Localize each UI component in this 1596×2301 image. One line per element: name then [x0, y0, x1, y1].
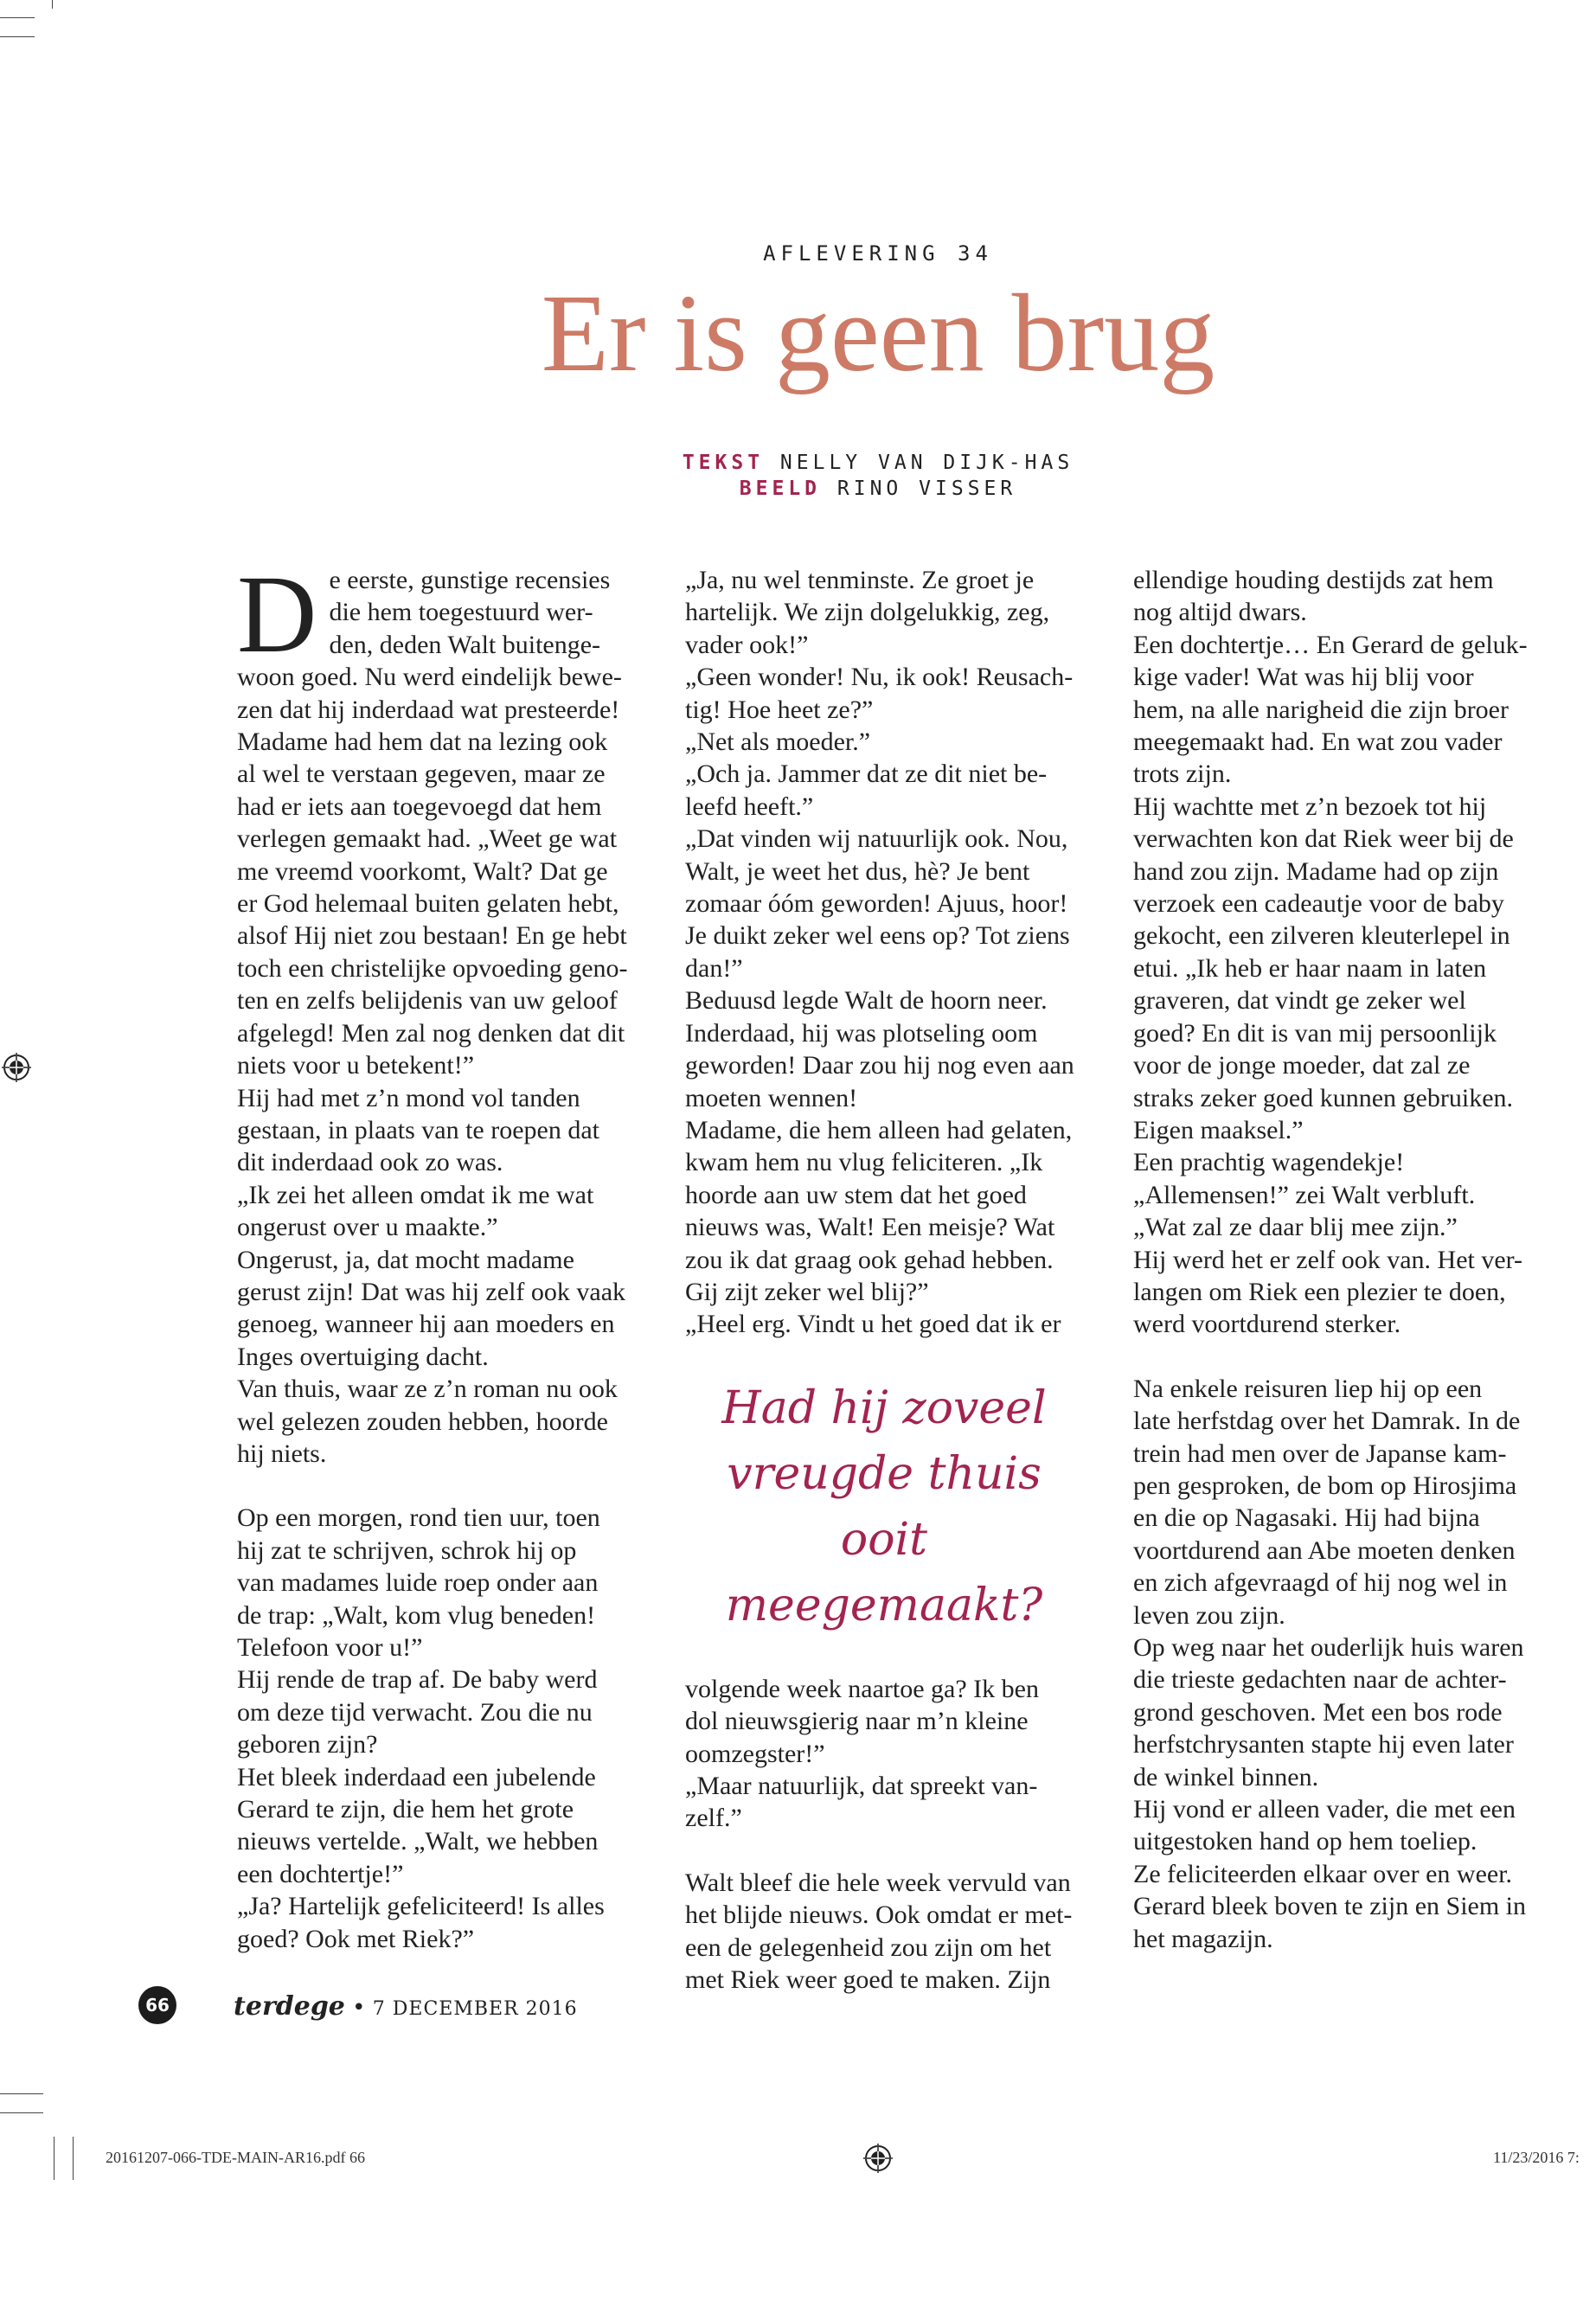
text-line: zou ik dat graag ook gehad hebben.	[685, 1245, 1054, 1274]
text-line: niets voor u betekent!”	[237, 1051, 475, 1080]
text-line: langen om Riek een plezier te doen,	[1133, 1277, 1506, 1306]
text-line: afgelegd! Men zal nog denken dat dit	[237, 1018, 625, 1048]
credit-text	[160, 450, 1596, 476]
text-line: toch een christelijke opvoeding geno-	[237, 953, 628, 983]
text-line: Hij werd het er zelf ook van. Het ver-	[1133, 1245, 1523, 1274]
text-line: tig! Hoe heet ze?”	[685, 695, 874, 724]
text-line: „Heel erg. Vindt u het goed dat ik er	[685, 1310, 1061, 1339]
column-2-text-top	[685, 564, 1083, 1341]
text-line: gerust zijn! Dat was hij zelf ook vaak	[237, 1277, 626, 1306]
text-line: „Allemensen!” zei Walt verbluft.	[1133, 1180, 1476, 1209]
text-line: al wel te verstaan gegeven, maar ze	[237, 760, 606, 789]
text-line: pen gesproken, de bom op Hirosjima	[1133, 1471, 1517, 1500]
text-line: straks zeker goed kunnen gebruiken.	[1133, 1083, 1514, 1112]
text-line: hoorde aan uw stem dat het goed	[685, 1180, 1027, 1209]
text-line: voor de jonge moeder, dat zal ze	[1133, 1051, 1471, 1080]
credit-text-label: TEKST	[682, 452, 765, 474]
text-line: woon goed. Nu werd eindelijk bewe-	[237, 663, 622, 692]
text-line: wel gelezen zouden hebben, hoorde	[237, 1407, 608, 1436]
text-line: verwachten kon dat Riek weer bij de	[1133, 824, 1514, 854]
text-line: Gerard bleek boven te zijn en Siem in	[1133, 1892, 1527, 1921]
text-line: Gij zijt zeker wel blij?”	[685, 1277, 929, 1306]
text-line: ellendige houding destijds zat hem	[1133, 566, 1494, 594]
text-line: had er iets aan toegevoegd dat hem	[237, 792, 602, 821]
text-line: gekocht, een zilveren kleuterlepel in	[1133, 921, 1510, 951]
text-line: genoeg, wanneer hij aan moeders en	[237, 1310, 615, 1339]
text-line: Inges overtuiging dacht.	[237, 1342, 489, 1371]
text-line: een de gelegenheid zou zijn om het	[685, 1932, 1052, 1962]
text-line: Een dochtertje… En Gerard de geluk-	[1133, 630, 1528, 659]
text-line: volgende week naartoe ga? Ik ben	[685, 1674, 1039, 1703]
text-line: Hij vond er alleen vader, die met een	[1133, 1795, 1516, 1824]
text-line: met Riek weer goed te maken. Zijn	[685, 1965, 1051, 1994]
text-line: „Ik zei het alleen omdat ik me wat	[237, 1180, 594, 1209]
text-line: meegemaakt had. En wat zou vader	[1133, 727, 1503, 757]
text-line: Hij rende de trap af. De baby werd	[237, 1665, 598, 1695]
text-line: „Geen wonder! Nu, ik ook! Reusach-	[685, 663, 1074, 692]
text-line: etui. „Ik heb er haar naam in laten	[1133, 953, 1487, 983]
text-line: moeten wennen!	[685, 1083, 858, 1112]
text-line: Ze feliciteerden elkaar over en weer.	[1133, 1859, 1513, 1888]
text-line: het magazijn.	[1133, 1924, 1273, 1953]
article-column-1	[237, 553, 635, 1955]
crop-mark	[0, 36, 35, 37]
paragraph-gap	[1133, 1341, 1531, 1373]
text-line: zelf.”	[685, 1804, 742, 1833]
text-line: Eigen maaksel.”	[1133, 1115, 1304, 1144]
text-line: verlegen gemaakt had. „Weet ge wat	[237, 824, 618, 854]
text-line: nieuws was, Walt! Een meisje? Wat	[685, 1213, 1055, 1242]
text-line: Van thuis, waar ze z’n roman nu ook	[237, 1375, 618, 1404]
text-line: goed? En dit is van mij persoonlijk	[1133, 1018, 1497, 1048]
drop-cap: D	[237, 553, 317, 676]
text-line: een dochtertje!”	[237, 1859, 404, 1888]
crop-mark	[0, 2112, 43, 2113]
text-line: vader ook!”	[685, 630, 809, 659]
text-line: „Wat zal ze daar blij mee zijn.”	[1133, 1213, 1458, 1242]
text-line: geboren zijn?	[237, 1730, 378, 1759]
text-line: kwam hem nu vlug feliciteren. „Ik	[685, 1148, 1043, 1177]
column-2-text-bottom	[685, 1673, 1083, 1997]
text-line: voortdurend aan Abe moeten denken	[1133, 1535, 1516, 1565]
text-line: herfstchrysanten stapte hij even later	[1133, 1730, 1514, 1759]
text-line: Na enkele reisuren liep hij op een	[1133, 1374, 1483, 1403]
text-line: hij zat te schrijven, schrok hij op	[237, 1535, 577, 1565]
text-line: alsof Hij niet zou bestaan! En ge hebt	[237, 921, 627, 951]
text-line: Madame, die hem alleen had gelaten,	[685, 1115, 1073, 1144]
text-line: dan!”	[685, 953, 743, 983]
crop-mark	[0, 2093, 43, 2094]
text-line: hartelijk. We zijn dolgelukkig, zeg,	[685, 598, 1050, 627]
text-line: van madames luide roep onder aan	[237, 1568, 599, 1598]
text-line: leven zou zijn.	[1133, 1600, 1285, 1630]
crop-mark	[52, 0, 53, 9]
issue-date: 7 DECEMBER 2016	[372, 1998, 578, 2020]
text-line: er God helemaal buiten gelaten hebt,	[237, 889, 619, 919]
pull-quote	[685, 1375, 1083, 1638]
text-line: verzoek een cadeautje voor de baby	[1133, 889, 1504, 919]
credit-image-value: RINO VISSER	[836, 478, 1017, 500]
text-line: meegemaakt?	[725, 1579, 1043, 1631]
text-line: Ongerust, ja, dat mocht madame	[237, 1245, 574, 1274]
text-line: Hij had met z’n mond vol tanden	[237, 1083, 580, 1112]
text-line: uitgestoken hand op hem toeliep.	[1133, 1827, 1477, 1856]
column-1-text	[237, 553, 635, 1955]
text-line: Walt, je weet het dus, hè? Je bent	[685, 856, 1030, 886]
text-line: Inderdaad, hij was plotseling oom	[685, 1018, 1038, 1048]
text-line: het blijde nieuws. Ook omdat er met-	[685, 1900, 1073, 1930]
text-line: Walt bleef die hele week vervuld van	[685, 1868, 1071, 1897]
text-line: trots zijn.	[1133, 760, 1232, 789]
column-3-text	[1133, 564, 1531, 1955]
text-line: en die op Nagasaki. Hij had bijna	[1133, 1503, 1480, 1533]
text-line: me vreemd voorkomt, Walt? Dat ge	[237, 856, 608, 886]
text-line: Op weg naar het ouderlijk huis waren	[1133, 1633, 1524, 1662]
text-line: hij niets.	[237, 1439, 327, 1468]
text-line: e eerste, gunstige recensies	[329, 566, 611, 594]
text-line: Je duikt zeker wel eens op? Tot ziens	[685, 921, 1070, 951]
text-line: die trieste gedachten naar de achter-	[1133, 1665, 1507, 1695]
article-title: Er is geen brug	[541, 272, 1215, 394]
text-line: ongerust over u maakte.”	[237, 1213, 498, 1242]
text-line: werd voortdurend sterker.	[1133, 1310, 1401, 1339]
text-line: Madame had hem dat na lezing ook	[237, 727, 608, 757]
text-line: nog altijd dwars.	[1133, 598, 1307, 627]
paragraph-gap	[237, 1470, 635, 1502]
text-line: de winkel binnen.	[1133, 1762, 1319, 1791]
text-line: dol nieuwsgierig naar m’n kleine	[685, 1707, 1029, 1736]
text-line: hand zou zijn. Madame had op zijn	[1133, 856, 1499, 886]
crop-mark	[73, 2137, 74, 2180]
text-line: kige vader! Wat was hij blij voor	[1133, 663, 1474, 692]
text-line: om deze tijd verwacht. Zou die nu	[237, 1697, 593, 1727]
paragraph-gap	[685, 1835, 1083, 1867]
episode-label: AFLEVERING 34	[763, 241, 993, 266]
text-line: de trap: „Walt, kom vlug beneden!	[237, 1600, 596, 1630]
credit-image-label: BEELD	[739, 478, 822, 500]
text-line: „Ja? Hartelijk gefeliciteerd! Is alles	[237, 1892, 605, 1921]
text-line: zen dat hij inderdaad wat presteerde!	[237, 695, 620, 724]
print-slug-filename: 20161207-066-TDE-MAIN-AR16.pdf 66	[106, 2149, 365, 2166]
text-line: en zich afgevraagd of hij nog wel in	[1133, 1568, 1508, 1598]
footer-separator: •	[352, 1995, 366, 2021]
text-line: Beduusd legde Walt de hoorn neer.	[685, 986, 1048, 1016]
magazine-brand: terdege	[234, 1991, 345, 2022]
text-line: leefd heeft.”	[685, 792, 814, 821]
text-line: Had hij zoveel	[721, 1381, 1047, 1434]
text-line: die hem toegestuurd wer-	[329, 598, 593, 627]
text-line: Een prachtig wagendekje!	[1133, 1148, 1405, 1177]
text-line: geworden! Daar zou hij nog even aan	[685, 1051, 1074, 1080]
text-line: late herfstdag over het Damrak. In de	[1133, 1407, 1521, 1436]
text-line: hem, na alle narigheid die zijn broer	[1133, 695, 1509, 724]
text-line: „Maar natuurlijk, dat spreekt van-	[685, 1771, 1038, 1800]
text-line: „Och ja. Jammer dat ze dit niet be-	[685, 760, 1048, 789]
registration-mark-icon	[2, 1053, 31, 1082]
text-line: Hij wachtte met z’n bezoek tot hij	[1133, 792, 1487, 821]
text-line: den, deden Walt buitenge-	[329, 630, 601, 659]
text-line: zomaar óóm geworden! Ajuus, hoor!	[685, 889, 1068, 919]
text-line: „Dat vinden wij natuurlijk ook. Nou,	[685, 824, 1068, 854]
article-column-3	[1133, 564, 1531, 1955]
text-line: oomzegster!”	[685, 1739, 825, 1768]
credit-image	[160, 476, 1596, 502]
magazine-footer	[234, 1991, 578, 2022]
text-line: „Net als moeder.”	[685, 727, 871, 757]
credit-text-value: NELLY VAN DIJK-HAS	[779, 452, 1074, 474]
text-line: dit inderdaad ook zo was.	[237, 1148, 503, 1177]
text-line: goed? Ook met Riek?”	[237, 1924, 475, 1953]
text-line: graveren, dat vindt ge zeker wel	[1133, 986, 1466, 1016]
crop-mark	[0, 17, 35, 18]
text-line: Op een morgen, rond tien uur, toen	[237, 1503, 600, 1533]
text-line: trein had men over de Japanse kam-	[1133, 1439, 1507, 1468]
print-slug-timestamp: 11/23/2016 7:	[1493, 2149, 1580, 2166]
text-line: Gerard te zijn, die hem het grote	[237, 1795, 574, 1824]
text-line: vreugde thuis ooit	[727, 1447, 1042, 1566]
text-line: „Ja, nu wel tenminste. Ze groet je	[685, 566, 1035, 594]
article-column-2	[685, 564, 1083, 1996]
text-line: grond geschoven. Met een bos rode	[1133, 1697, 1503, 1727]
text-line: gestaan, in plaats van te roepen dat	[237, 1115, 600, 1144]
text-line: Telefoon voor u!”	[237, 1633, 423, 1662]
text-line: ten en zelfs belijdenis van uw geloof	[237, 986, 618, 1016]
credits	[0, 450, 1596, 502]
text-line: nieuws vertelde. „Walt, we hebben	[237, 1827, 599, 1856]
text-line: Het bleek inderdaad een jubelende	[237, 1762, 596, 1791]
page-number: 66	[138, 1986, 176, 2024]
registration-mark-icon	[863, 2144, 893, 2173]
